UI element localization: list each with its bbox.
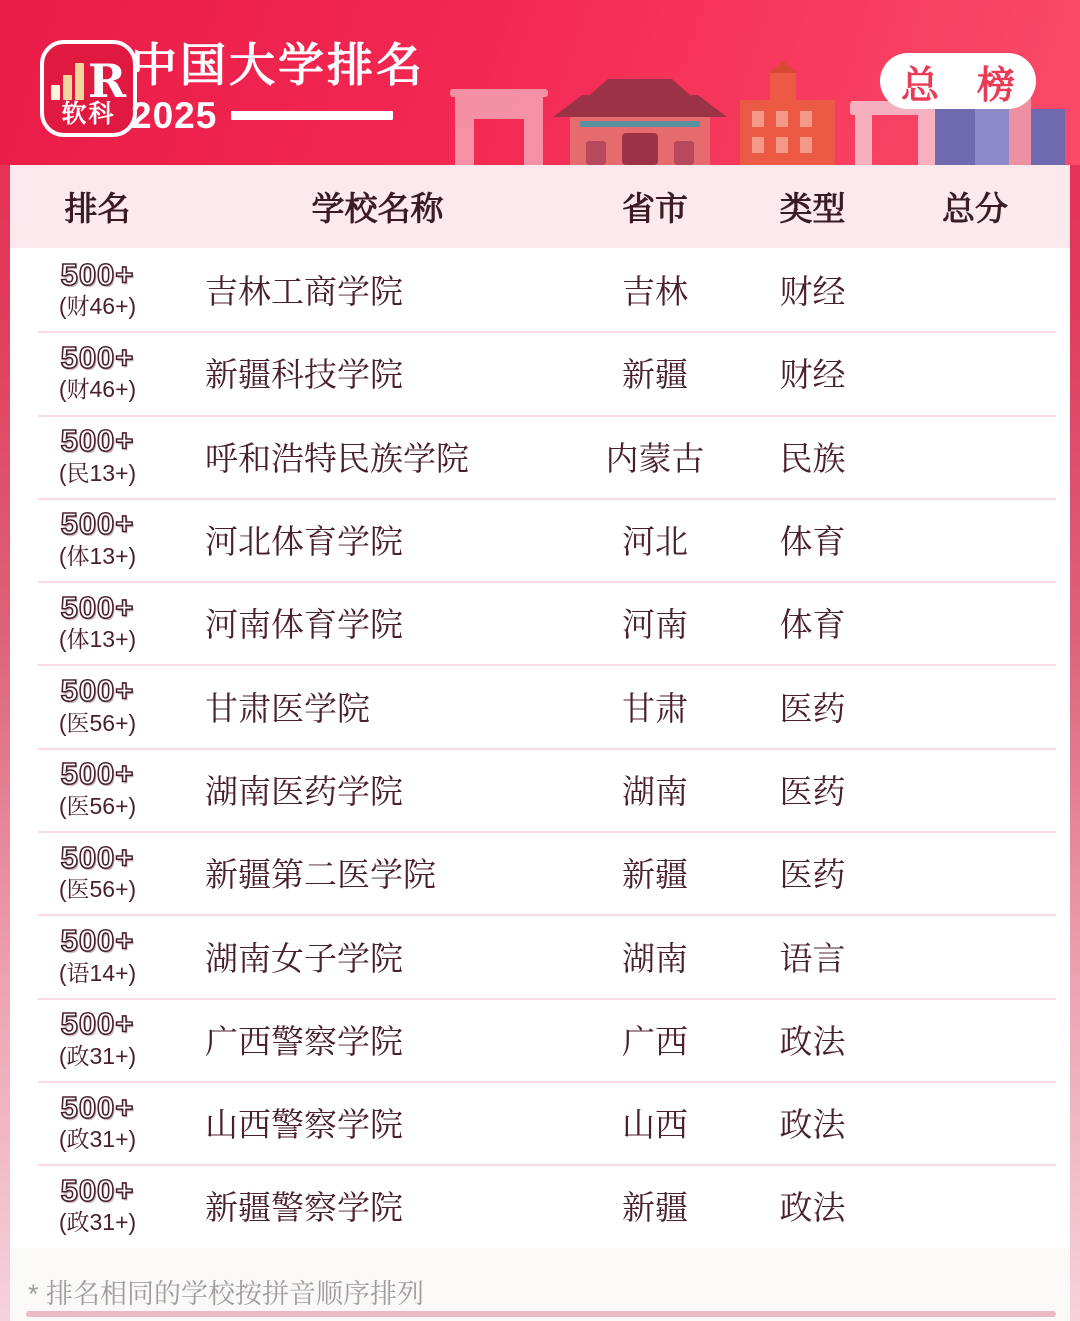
school-type: 医药 <box>779 772 846 810</box>
rank-cell <box>10 1172 185 1237</box>
table-row <box>10 248 1070 331</box>
rank-cell <box>10 839 185 904</box>
province: 新疆 <box>621 356 688 394</box>
next-section-divider <box>26 1311 1056 1317</box>
rank-cell <box>10 758 185 820</box>
rank-value: 500+ <box>60 922 135 958</box>
table-row <box>10 331 1070 414</box>
table-row <box>10 498 1070 581</box>
table-header-row <box>10 165 1070 248</box>
chinese-gate-shape <box>553 79 727 165</box>
province: 河南 <box>621 606 688 644</box>
province: 河北 <box>621 523 688 561</box>
rank-subcategory: (医56+) <box>58 709 137 736</box>
rank-cell <box>10 508 185 570</box>
rank-value: 500+ <box>60 1006 135 1042</box>
rank-subcategory: (政31+) <box>58 1209 137 1236</box>
rank-cell <box>10 425 185 487</box>
rank-cell <box>10 1008 185 1070</box>
school-type: 民族 <box>779 439 846 477</box>
rank-cell <box>10 1089 185 1154</box>
rank-cell <box>10 339 185 404</box>
school-type: 政法 <box>779 1106 846 1144</box>
rank-subcategory: (政31+) <box>58 1042 137 1069</box>
table-row <box>10 1164 1070 1247</box>
overall-ranking-badge: 总 榜 <box>880 53 1036 109</box>
school-name: 新疆科技学院 <box>205 356 403 394</box>
rank-value: 500+ <box>60 339 135 375</box>
province: 新疆 <box>621 856 688 894</box>
school-name: 甘肃医学院 <box>205 689 370 727</box>
school-type: 财经 <box>779 356 846 394</box>
rank-value: 500+ <box>60 1172 135 1208</box>
rank-cell <box>10 922 185 987</box>
bar-chart-icon <box>51 63 84 100</box>
school-name: 湖南医药学院 <box>205 772 403 810</box>
ranking-table-card <box>10 165 1070 1321</box>
rank-subcategory: (财46+) <box>58 293 137 320</box>
rank-value: 500+ <box>60 423 135 459</box>
rank-subcategory: (民13+) <box>58 459 137 486</box>
table-row <box>10 831 1070 914</box>
school-name: 山西警察学院 <box>205 1106 403 1144</box>
footnote: * 排名相同的学校按拼音顺序排列 <box>10 1248 1070 1321</box>
province: 内蒙古 <box>605 439 705 477</box>
title-underline <box>231 111 393 120</box>
school-name: 湖南女子学院 <box>205 939 403 977</box>
school-type: 体育 <box>779 606 846 644</box>
province: 吉林 <box>621 273 688 311</box>
table-row <box>10 581 1070 664</box>
school-type: 医药 <box>779 856 846 894</box>
school-name: 新疆第二医学院 <box>205 856 436 894</box>
ranking-year: 2025 <box>131 94 218 136</box>
rank-subcategory: (医56+) <box>58 792 137 819</box>
rank-cell <box>10 675 185 737</box>
province: 广西 <box>621 1022 688 1060</box>
school-type: 语言 <box>779 939 846 977</box>
school-name: 河南体育学院 <box>205 606 403 644</box>
school-type: 政法 <box>779 1189 846 1227</box>
table-row <box>10 415 1070 498</box>
rank-subcategory: (体13+) <box>58 626 137 653</box>
rank-subcategory: (医56+) <box>58 876 137 903</box>
table-body <box>10 248 1070 1248</box>
school-name: 吉林工商学院 <box>205 273 403 311</box>
rank-subcategory: (语14+) <box>58 959 137 986</box>
school-type: 政法 <box>779 1022 846 1060</box>
table-row <box>10 748 1070 831</box>
arch-shape <box>850 101 940 165</box>
province: 湖南 <box>621 939 688 977</box>
tower-building-shape <box>740 61 835 165</box>
logo-r-letter: R <box>87 54 127 108</box>
rank-value: 500+ <box>60 1089 135 1125</box>
school-name: 呼和浩特民族学院 <box>205 439 469 477</box>
column-header-province: 省市 <box>621 190 688 227</box>
rank-subcategory: (财46+) <box>58 376 137 403</box>
rank-cell <box>10 256 185 321</box>
table-row <box>10 664 1070 747</box>
column-header-type: 类型 <box>779 190 846 227</box>
rank-value: 500+ <box>60 756 135 792</box>
rank-cell <box>10 589 185 654</box>
rank-value: 500+ <box>60 256 135 292</box>
column-header-score: 总分 <box>941 190 1008 227</box>
table-row <box>10 914 1070 997</box>
school-name: 新疆警察学院 <box>205 1189 403 1227</box>
rank-value: 500+ <box>60 839 135 875</box>
page-title: 中国大学排名 <box>131 39 425 91</box>
school-type: 医药 <box>779 689 846 727</box>
table-row <box>10 998 1070 1081</box>
province: 山西 <box>621 1106 688 1144</box>
rank-subcategory: (政31+) <box>58 1126 137 1153</box>
logo-brand-text: 软科 <box>61 100 116 128</box>
top-banner <box>0 0 1080 165</box>
school-name: 河北体育学院 <box>205 523 403 561</box>
shanghairanking-logo <box>40 40 137 137</box>
school-name: 广西警察学院 <box>205 1022 403 1060</box>
school-type: 体育 <box>779 523 846 561</box>
rank-value: 500+ <box>60 589 135 625</box>
table-row <box>10 1081 1070 1164</box>
school-type: 财经 <box>779 273 846 311</box>
province: 新疆 <box>621 1189 688 1227</box>
rank-value: 500+ <box>60 506 135 542</box>
rank-subcategory: (体13+) <box>58 543 137 570</box>
column-header-school: 学校名称 <box>311 190 444 227</box>
rank-value: 500+ <box>60 673 135 709</box>
column-header-rank: 排名 <box>64 190 131 227</box>
province: 湖南 <box>621 772 688 810</box>
province: 甘肃 <box>621 689 688 727</box>
